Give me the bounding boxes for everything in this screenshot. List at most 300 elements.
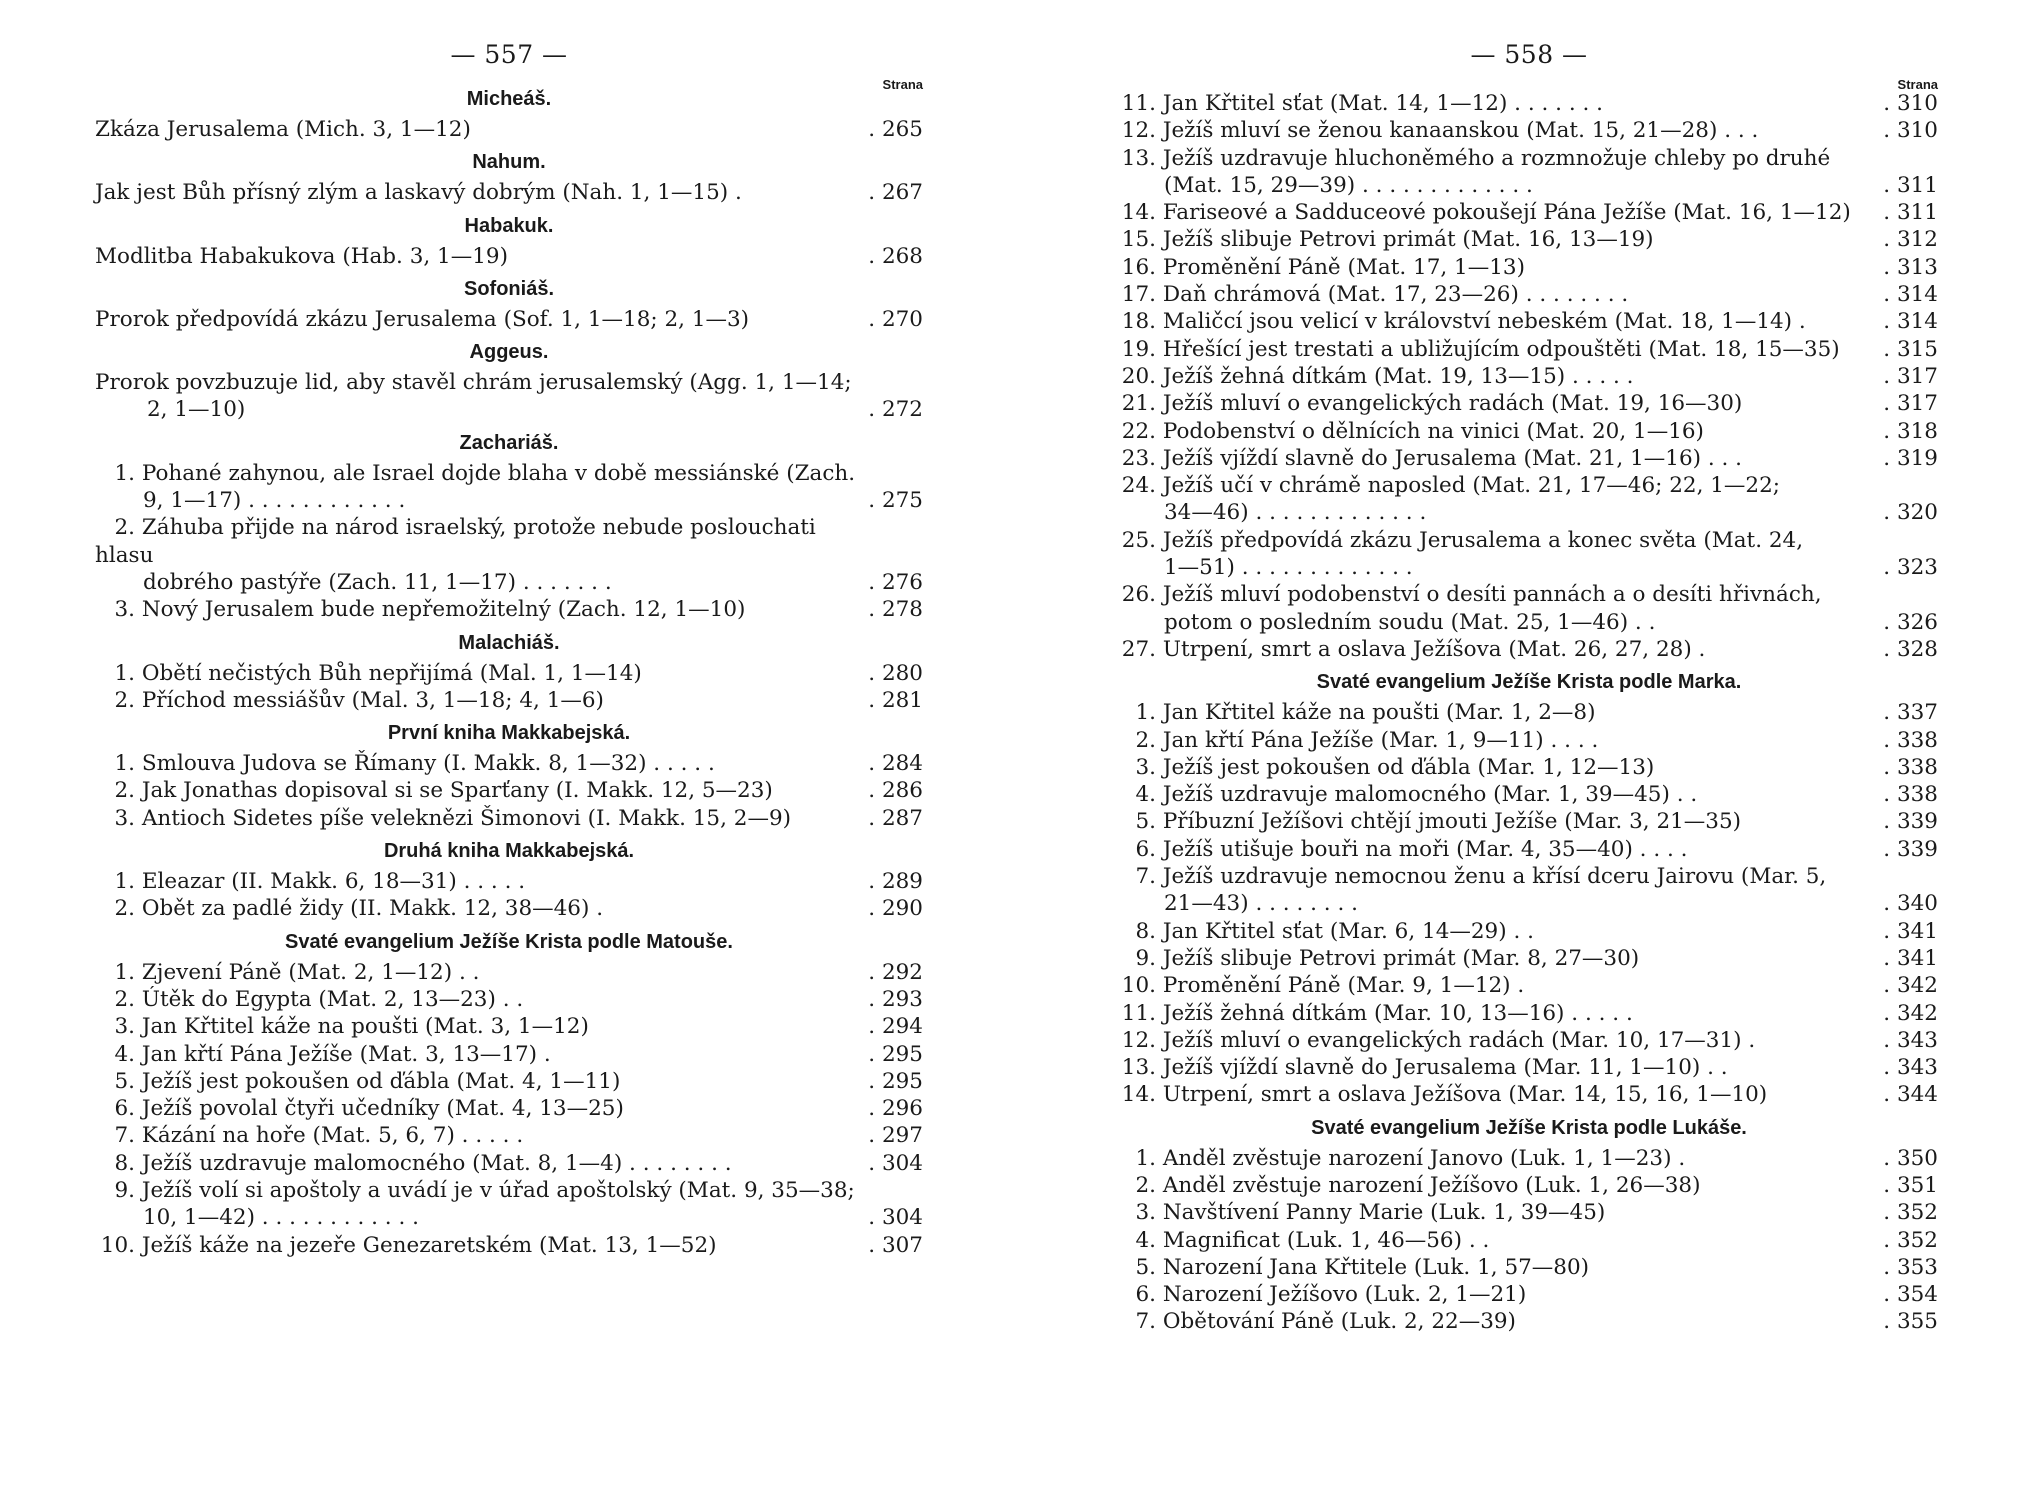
entry-number: 11. xyxy=(1121,91,1156,116)
entry-line xyxy=(95,687,861,714)
entry-page-number: . 268 xyxy=(861,243,923,270)
entry-line xyxy=(1120,1027,1876,1054)
entry-line xyxy=(1120,781,1876,808)
entry-page-number: . 311 xyxy=(1876,199,1938,226)
toc-entry xyxy=(1120,527,1938,582)
entry-number: 6. xyxy=(1135,836,1156,862)
entry-number: 15. xyxy=(1121,227,1156,253)
entry-title: Eleazar (II. Makk. 6, 18—31) . . . . . xyxy=(141,869,526,895)
entry-line xyxy=(95,1013,861,1040)
entry-page-number: . 342 xyxy=(1876,1000,1938,1027)
entry-line xyxy=(1120,281,1876,308)
entry-title: Ježíš slibuje Petrovi primát (Mar. 8, 27—30) xyxy=(1162,945,1640,971)
entry-title: Jan Křtitel káže na poušti (Mat. 3, 1—12) xyxy=(141,1014,589,1040)
toc-entry xyxy=(1120,1254,1938,1281)
toc-entry xyxy=(1120,972,1938,999)
section-heading: Nahum. xyxy=(472,151,546,174)
entry-title: Ježíš jest pokoušen od ďábla (Mat. 4, 1—11) xyxy=(141,1068,621,1094)
entry-title-continued: 9, 1—17) . . . . . . . . . . . . xyxy=(143,488,406,514)
entry-number: 10. xyxy=(1121,973,1156,999)
entry-line xyxy=(1120,1308,1876,1335)
entry-page-number: . 315 xyxy=(1876,336,1938,363)
toc-entry xyxy=(95,306,923,333)
entry-number: 12. xyxy=(1121,1027,1156,1053)
entry-title: Podobenství o dělnících na vinici (Mat. 20, 1—16) xyxy=(1162,418,1704,444)
entry-title: Ježíš žehná dítkám (Mar. 10, 13—16) . . . . . xyxy=(1162,1000,1633,1026)
entry-page-number: . 339 xyxy=(1876,808,1938,835)
entry-page-number: . 323 xyxy=(1876,554,1938,581)
toc-entry xyxy=(1120,90,1938,117)
entry-line xyxy=(95,1177,861,1204)
entry-number: 22. xyxy=(1121,418,1156,444)
entry-line xyxy=(95,868,861,895)
toc-entry xyxy=(1120,390,1938,417)
entry-number: 5. xyxy=(1135,809,1156,835)
toc-entry xyxy=(1120,863,1938,918)
section-heading: Habakuk. xyxy=(464,214,554,237)
entry-line xyxy=(95,243,861,270)
entry-title: Utrpení, smrt a oslava Ježíšova (Mat. 26, 27, 28) . xyxy=(1162,636,1706,662)
entry-title: Jan Křtitel káže na poušti (Mar. 1, 2—8) xyxy=(1162,700,1596,726)
toc-entry xyxy=(1120,226,1938,253)
entry-page-number: . 338 xyxy=(1876,754,1938,781)
entry-line xyxy=(95,596,861,623)
entry-page-number: . 311 xyxy=(1876,172,1938,199)
toc-section xyxy=(1120,1115,1938,1336)
entry-page-number: . 272 xyxy=(861,396,923,423)
entry-title: Nový Jerusalem bude nepřemožitelný (Zach. 12, 1—10) xyxy=(141,597,746,623)
entry-line xyxy=(1120,581,1876,608)
entry-line xyxy=(1120,1000,1876,1027)
entry-page-number: . 318 xyxy=(1876,418,1938,445)
entry-title: Ježíš uzdravuje hluchoněmého a rozmnožuje chleby po druhé xyxy=(1162,145,1831,171)
toc-entry xyxy=(95,1150,923,1177)
toc-section xyxy=(95,276,923,333)
entry-title-continued: 10, 1—42) . . . . . . . . . . . . xyxy=(143,1205,419,1231)
entry-number: 14. xyxy=(1121,1082,1156,1108)
entry-line xyxy=(95,1095,861,1122)
entry-page-number: . 295 xyxy=(861,1041,923,1068)
entry-title: Ježíš mluví podobenství o desíti pannách a o desíti hřivnách, xyxy=(1162,582,1822,608)
entry-line xyxy=(95,369,861,396)
toc-entry xyxy=(95,1177,923,1232)
entry-line xyxy=(1120,836,1876,863)
toc-section xyxy=(95,339,923,424)
entry-title: Narození Ježíšovo (Luk. 2, 1—21) xyxy=(1162,1282,1527,1308)
toc-section xyxy=(95,929,923,1259)
entry-number: 9. xyxy=(1135,945,1156,971)
section-heading: Svaté evangelium Ježíše Krista podle Matouše. xyxy=(285,930,733,953)
entry-page-number: . 317 xyxy=(1876,390,1938,417)
toc-entry xyxy=(1120,363,1938,390)
toc-entry xyxy=(95,750,923,777)
toc-entry xyxy=(95,460,923,515)
entry-line xyxy=(95,660,861,687)
strana-column-label: Strana xyxy=(882,77,923,92)
entry-page-number: . 319 xyxy=(1876,445,1938,472)
entry-number: 18. xyxy=(1121,309,1156,335)
entry-title: Ježíš mluví se ženou kanaanskou (Mat. 15, 21—28) . . . xyxy=(1162,118,1759,144)
section-heading: Aggeus. xyxy=(469,341,549,364)
entry-number: 8. xyxy=(114,1150,135,1176)
entry-title: Kázání na hoře (Mat. 5, 6, 7) . . . . . xyxy=(141,1123,524,1149)
toc-entry xyxy=(1120,336,1938,363)
entry-number: 11. xyxy=(1121,1000,1156,1026)
entry-title-continued: dobrého pastýře (Zach. 11, 1—17) . . . . . . . xyxy=(143,569,612,595)
entry-page-number: . 352 xyxy=(1876,1227,1938,1254)
entry-title: Jan Křtitel sťat (Mat. 14, 1—12) . . . . . . . xyxy=(1162,91,1604,116)
entry-number: 2. xyxy=(114,515,135,541)
entry-page-number: . 295 xyxy=(861,1068,923,1095)
entry-title: Obět za padlé židy (II. Makk. 12, 38—46) . xyxy=(141,896,604,922)
entry-page-number: . 320 xyxy=(1876,499,1938,526)
entry-number: 7. xyxy=(1135,864,1156,890)
entry-title: Anděl zvěstuje narození Ježíšovo (Luk. 1, 26—38) xyxy=(1162,1172,1701,1198)
entry-page-number: . 339 xyxy=(1876,836,1938,863)
entry-number: 23. xyxy=(1121,445,1156,471)
entry-number: 12. xyxy=(1121,118,1156,144)
entry-line xyxy=(95,1122,861,1149)
entry-title: Navštívení Panny Marie (Luk. 1, 39—45) xyxy=(1162,1200,1606,1226)
entry-line xyxy=(1120,390,1876,417)
entry-number: 5. xyxy=(1135,1254,1156,1280)
entry-title: Ježíš mluví o evangelických radách (Mat. 19, 16—30) xyxy=(1162,391,1743,417)
entry-line xyxy=(95,895,861,922)
entry-number: 1. xyxy=(114,660,135,686)
toc-section xyxy=(1120,669,1938,1108)
entry-line xyxy=(1120,1081,1876,1108)
entry-number: 4. xyxy=(1135,1227,1156,1253)
entry-page-number: . 286 xyxy=(861,777,923,804)
entry-line xyxy=(1120,863,1876,890)
entry-page-number: . 294 xyxy=(861,1013,923,1040)
entry-page-number: . 270 xyxy=(861,306,923,333)
entry-line xyxy=(95,777,861,804)
entry-title: Ježíš vjíždí slavně do Jerusalema (Mar. 11, 1—10) . . xyxy=(1162,1055,1728,1081)
toc-entry xyxy=(1120,1308,1938,1335)
entry-number: 25. xyxy=(1121,527,1156,553)
entry-page-number: . 290 xyxy=(861,895,923,922)
entry-line xyxy=(95,1232,861,1259)
entry-page-number: . 310 xyxy=(1876,90,1938,117)
entry-line xyxy=(1120,636,1876,663)
entry-title: Pohané zahynou, ale Israel dojde blaha v době messiánské (Zach. xyxy=(141,460,856,486)
entry-title: Ježíš vjíždí slavně do Jerusalema (Mat. 21, 1—16) . . . xyxy=(1162,445,1743,471)
toc-entry xyxy=(1120,308,1938,335)
entry-page-number: . 341 xyxy=(1876,945,1938,972)
entry-page-number: . 307 xyxy=(861,1232,923,1259)
section-heading: Svaté evangelium Ježíše Krista podle Marka. xyxy=(1316,671,1742,694)
entry-page-number: . 338 xyxy=(1876,781,1938,808)
entry-title: Narození Jana Křtitele (Luk. 1, 57—80) xyxy=(1162,1254,1590,1280)
toc-entry xyxy=(1120,754,1938,781)
entry-title: Jak jest Bůh přísný zlým a laskavý dobrým (Nah. 1, 1—15) . xyxy=(95,180,742,206)
entry-title-continued: 34—46) . . . . . . . . . . . . . xyxy=(1164,500,1427,526)
entry-line xyxy=(1120,727,1876,754)
toc-entry xyxy=(1120,1199,1938,1226)
toc-entry xyxy=(1120,254,1938,281)
entry-line xyxy=(1120,1281,1876,1308)
entry-line xyxy=(1120,418,1876,445)
entry-page-number: . 281 xyxy=(861,687,923,714)
entry-title: Ježíš mluví o evangelických radách (Mar. 10, 17—31) . xyxy=(1162,1027,1756,1053)
toc-entry xyxy=(1120,1027,1938,1054)
entry-number: 9. xyxy=(114,1178,135,1204)
entry-line xyxy=(1120,972,1876,999)
entry-line xyxy=(95,116,861,143)
entry-title-continued: 21—43) . . . . . . . . xyxy=(1164,891,1358,917)
toc-entry xyxy=(95,777,923,804)
toc-entry xyxy=(1120,699,1938,726)
toc-entry xyxy=(1120,418,1938,445)
entry-number: 3. xyxy=(1135,1200,1156,1226)
entry-number: 17. xyxy=(1121,282,1156,308)
entry-page-number: . 313 xyxy=(1876,254,1938,281)
entry-page-number: . 314 xyxy=(1876,308,1938,335)
toc-entry xyxy=(95,243,923,270)
entry-number: 2. xyxy=(114,687,135,713)
entry-title: Daň chrámová (Mat. 17, 23—26) . . . . . . . . xyxy=(1162,282,1629,308)
entry-title-continued: 1—51) . . . . . . . . . . . . . xyxy=(1164,555,1413,581)
entry-title: Magnificat (Luk. 1, 46—56) . . xyxy=(1162,1227,1490,1253)
toc-section xyxy=(95,86,923,143)
entry-line xyxy=(1120,117,1876,144)
entry-page-number: . 304 xyxy=(861,1204,923,1231)
entry-line xyxy=(95,1150,861,1177)
entry-line xyxy=(1120,90,1876,117)
toc-entry xyxy=(95,959,923,986)
page-558 xyxy=(1120,40,1938,1336)
toc-entry xyxy=(95,1013,923,1040)
entry-title: Příbuzní Ježíšovi chtějí jmouti Ježíše (Mar. 3, 21—35) xyxy=(1162,809,1742,835)
toc-entry xyxy=(1120,1000,1938,1027)
entry-line xyxy=(1120,1054,1876,1081)
entry-line xyxy=(1120,808,1876,835)
entry-number: 8. xyxy=(1135,918,1156,944)
entry-number: 4. xyxy=(114,1041,135,1067)
toc-entry xyxy=(1120,727,1938,754)
entry-number: 7. xyxy=(1135,1309,1156,1335)
entry-title: Jan Křtitel sťat (Mar. 6, 14—29) . . xyxy=(1162,918,1534,944)
entry-title: Zkáza Jerusalema (Mich. 3, 1—12) xyxy=(95,117,471,142)
entry-page-number: . 293 xyxy=(861,986,923,1013)
toc-section xyxy=(1120,90,1938,663)
toc-entry xyxy=(95,179,923,206)
entry-title: Jan křtí Pána Ježíše (Mar. 1, 9—11) . . . . xyxy=(1162,727,1599,753)
toc-entry xyxy=(1120,781,1938,808)
entry-page-number: . 296 xyxy=(861,1095,923,1122)
entry-page-number: . 342 xyxy=(1876,972,1938,999)
entry-number: 3. xyxy=(114,597,135,623)
entry-page-number: . 353 xyxy=(1876,1254,1938,1281)
entry-number: 6. xyxy=(1135,1282,1156,1308)
entry-line xyxy=(1120,1199,1876,1226)
toc-sections xyxy=(95,86,923,1259)
entry-number: 21. xyxy=(1121,391,1156,417)
entry-page-number: . 275 xyxy=(861,487,923,514)
entry-title: Obětí nečistých Bůh nepřijímá (Mal. 1, 1—14) xyxy=(141,660,642,686)
entry-number: 13. xyxy=(1121,1055,1156,1081)
entry-title: Proměnění Páně (Mat. 17, 1—13) xyxy=(1162,254,1525,280)
entry-number: 24. xyxy=(1121,473,1156,499)
entry-title: Jan křtí Pána Ježíše (Mat. 3, 13—17) . xyxy=(141,1041,551,1067)
toc-section xyxy=(95,430,923,624)
entry-number: 3. xyxy=(114,805,135,831)
entry-title: Útěk do Egypta (Mat. 2, 13—23) . . xyxy=(141,986,524,1012)
toc-entry xyxy=(1120,918,1938,945)
toc-entry xyxy=(1120,636,1938,663)
entry-page-number: . 287 xyxy=(861,805,923,832)
entry-number: 19. xyxy=(1121,336,1156,362)
entry-page-number: . 340 xyxy=(1876,890,1938,917)
entry-number: 3. xyxy=(1135,754,1156,780)
toc-section xyxy=(95,630,923,715)
entry-line xyxy=(1120,1227,1876,1254)
entry-line xyxy=(95,1041,861,1068)
entry-line xyxy=(95,460,861,487)
toc-entry xyxy=(95,895,923,922)
entry-page-number: . 354 xyxy=(1876,1281,1938,1308)
entry-page-number: . 326 xyxy=(1876,609,1938,636)
toc-entry xyxy=(95,868,923,895)
entry-number: 10. xyxy=(100,1232,135,1258)
toc-entry xyxy=(95,1232,923,1259)
entry-title: Utrpení, smrt a oslava Ježíšova (Mar. 14, 15, 16, 1—10) xyxy=(1162,1082,1768,1108)
toc-entry xyxy=(95,369,923,424)
toc-entry xyxy=(1120,1281,1938,1308)
entry-page-number: . 267 xyxy=(861,179,923,206)
section-heading: Sofoniáš. xyxy=(463,277,554,300)
entry-number: 26. xyxy=(1121,582,1156,608)
entry-title: Ježíš uzdravuje malomocného (Mar. 1, 39—45) . . xyxy=(1162,782,1698,808)
toc-entry xyxy=(95,986,923,1013)
toc-entry xyxy=(95,687,923,714)
entry-line xyxy=(95,959,861,986)
toc-entry xyxy=(1120,1081,1938,1108)
page-number: — 558 — xyxy=(1470,40,1588,69)
toc-entry xyxy=(1120,1145,1938,1172)
entry-number: 1. xyxy=(1135,1145,1156,1171)
entry-title: Ježíš slibuje Petrovi primát (Mat. 16, 13—19) xyxy=(1162,227,1654,253)
entry-line xyxy=(1120,336,1876,363)
entry-title: Zjevení Páně (Mat. 2, 1—12) . . xyxy=(141,959,480,985)
entry-page-number: . 352 xyxy=(1876,1199,1938,1226)
entry-title: Prorok předpovídá zkázu Jerusalema (Sof. 1, 1—18; 2, 1—3) xyxy=(95,306,750,332)
entry-page-number: . 344 xyxy=(1876,1081,1938,1108)
toc-entry xyxy=(1120,808,1938,835)
entry-page-number: . 328 xyxy=(1876,636,1938,663)
entry-number: 2. xyxy=(1135,1172,1156,1198)
entry-title: Fariseové a Sadduceové pokoušejí Pána Ježíše (Mat. 16, 1—12) xyxy=(1162,200,1851,226)
entry-page-number: . 317 xyxy=(1876,363,1938,390)
toc-entry xyxy=(1120,581,1938,636)
entry-number: 1. xyxy=(114,869,135,895)
entry-line xyxy=(1120,445,1876,472)
entry-page-number: . 310 xyxy=(1876,117,1938,144)
entry-page-number: . 280 xyxy=(861,660,923,687)
entry-page-number: . 341 xyxy=(1876,918,1938,945)
entry-line xyxy=(1120,308,1876,335)
entry-number: 2. xyxy=(1135,727,1156,753)
entry-title: Jak Jonathas dopisoval si se Sparťany (I. Makk. 12, 5—23) xyxy=(141,778,773,804)
strana-column-label: Strana xyxy=(1897,77,1938,92)
entry-number: 13. xyxy=(1121,145,1156,171)
entry-title: Ježíš jest pokoušen od ďábla (Mar. 1, 12—13) xyxy=(1162,754,1655,780)
entry-number: 2. xyxy=(114,778,135,804)
toc-entry xyxy=(1120,1227,1938,1254)
toc-section xyxy=(95,720,923,832)
entry-number: 3. xyxy=(114,1014,135,1040)
entry-title: Anděl zvěstuje narození Janovo (Luk. 1, 1—23) . xyxy=(1162,1145,1686,1171)
section-heading: Micheáš. xyxy=(466,88,552,110)
entry-title: Ježíš předpovídá zkázu Jerusalema a konec světa (Mat. 24, xyxy=(1162,527,1804,553)
entry-line xyxy=(95,750,861,777)
entry-title: Ježíš káže na jezeře Genezaretském (Mat. 13, 1—52) xyxy=(141,1232,717,1258)
entry-page-number: . 292 xyxy=(861,959,923,986)
toc-section xyxy=(95,149,923,206)
entry-line xyxy=(1120,527,1876,554)
entry-title: Ježíš utišuje bouři na moři (Mar. 4, 35—40) . . . . xyxy=(1162,836,1688,862)
entry-page-number: . 278 xyxy=(861,596,923,623)
section-heading: První kniha Makkabejská. xyxy=(387,722,631,745)
entry-line xyxy=(1120,254,1876,281)
entry-page-number: . 351 xyxy=(1876,1172,1938,1199)
entry-number: 1. xyxy=(114,959,135,985)
entry-line xyxy=(1120,145,1876,172)
entry-title: Antioch Sidetes píše veleknězi Šimonovi (I. Makk. 15, 2—9) xyxy=(141,805,792,831)
toc-section xyxy=(95,838,923,923)
toc-entry xyxy=(1120,472,1938,527)
toc-entry xyxy=(95,660,923,687)
entry-line xyxy=(1120,1254,1876,1281)
toc-entry xyxy=(95,1122,923,1149)
toc-entry xyxy=(1120,145,1938,200)
entry-page-number: . 355 xyxy=(1876,1308,1938,1335)
toc-entry xyxy=(1120,281,1938,308)
entry-number: 7. xyxy=(114,1123,135,1149)
toc-entry xyxy=(1120,117,1938,144)
entry-title: Ježíš volí si apoštoly a uvádí je v úřad apoštolský (Mat. 9, 35—38; xyxy=(141,1178,855,1204)
entry-page-number: . 297 xyxy=(861,1122,923,1149)
toc-entry xyxy=(95,596,923,623)
entry-number: 1. xyxy=(114,460,135,486)
toc-entry xyxy=(95,1041,923,1068)
entry-line xyxy=(1120,754,1876,781)
section-heading: Zachariáš. xyxy=(459,431,559,454)
entry-title: Proměnění Páně (Mar. 9, 1—12) . xyxy=(1162,973,1525,999)
toc-section xyxy=(95,213,923,270)
entry-number: 4. xyxy=(1135,782,1156,808)
toc-entry xyxy=(95,1068,923,1095)
entry-number: 2. xyxy=(114,986,135,1012)
entry-line xyxy=(1120,1145,1876,1172)
entry-number: 14. xyxy=(1121,200,1156,226)
entry-title: Ježíš uzdravuje nemocnou ženu a křísí dceru Jairovu (Mar. 5, xyxy=(1162,864,1827,890)
toc-entry xyxy=(1120,199,1938,226)
entry-page-number: . 343 xyxy=(1876,1054,1938,1081)
section-heading: Druhá kniha Makkabejská. xyxy=(383,840,635,863)
toc-entry xyxy=(1120,1054,1938,1081)
entry-line xyxy=(1120,472,1876,499)
entry-title: Záhuba přijde na národ israelský, protože nebude poslouchati hlasu xyxy=(95,515,816,568)
entry-line xyxy=(1120,226,1876,253)
entry-number: 1. xyxy=(1135,700,1156,726)
toc-sections xyxy=(1120,90,1938,1336)
entry-title: Příchod messiášův (Mal. 3, 1—18; 4, 1—6) xyxy=(141,687,604,713)
entry-number: 5. xyxy=(114,1068,135,1094)
entry-page-number: . 284 xyxy=(861,750,923,777)
toc-entry xyxy=(95,805,923,832)
